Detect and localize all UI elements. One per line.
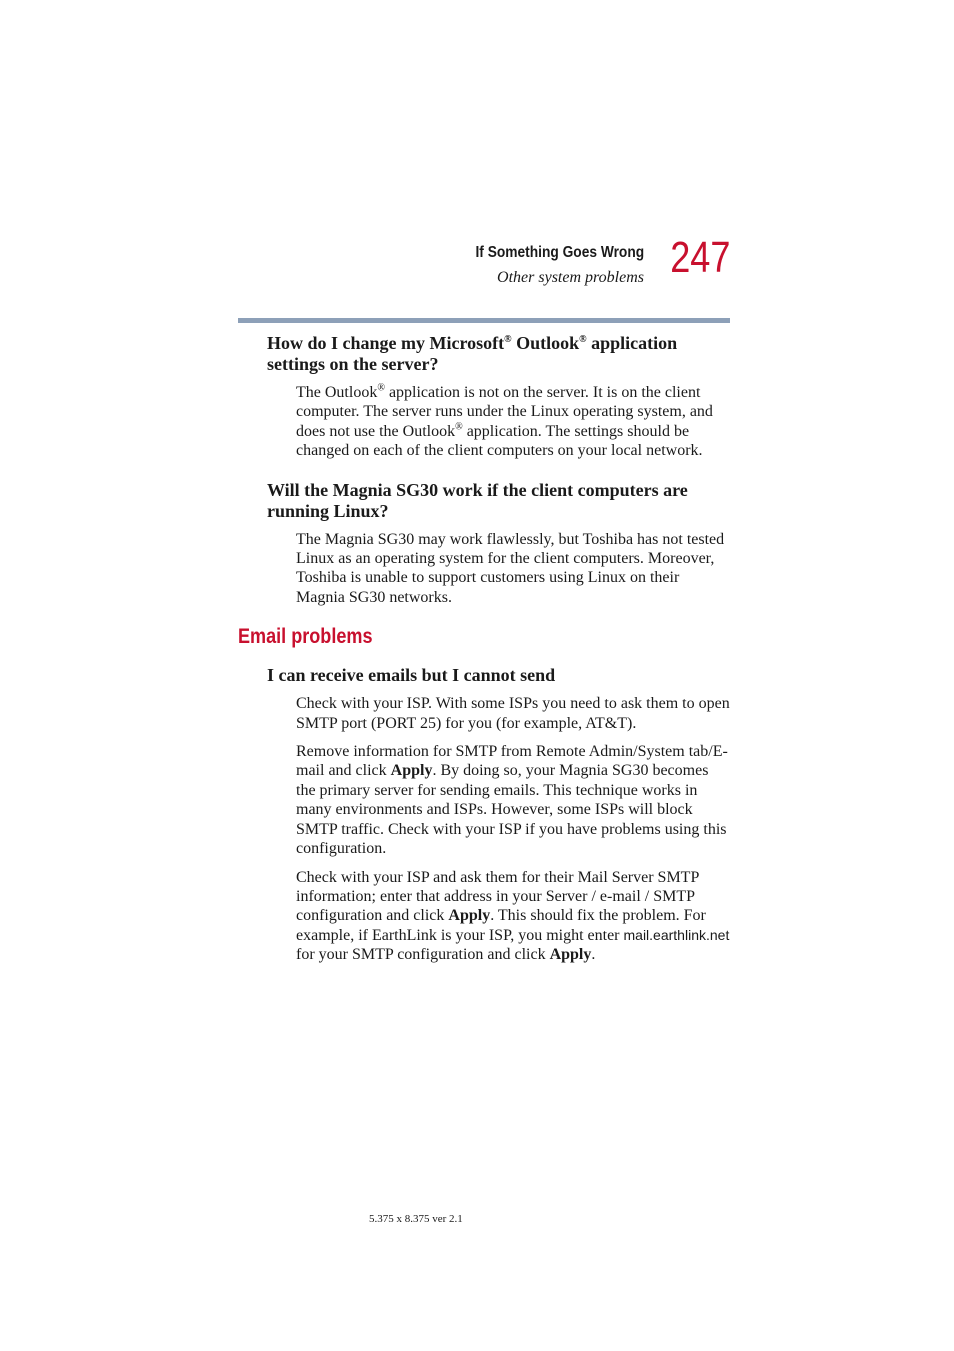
section-subtitle: Other system problems xyxy=(497,269,644,286)
page-footer: 5.375 x 8.375 ver 2.1 xyxy=(369,1213,463,1225)
answer-outlook: The Outlook® application is not on the server. It is on the client computer. The server runs under the Linux operating system, and does not use the Outlook® application. The settings should be changed on each of the client computers on your local network. xyxy=(296,382,713,460)
answer-linux: The Magnia SG30 may work flawlessly, but Toshiba has not tested Linux as an operating system for the client computers. Moreover, Toshiba is unable to support customers using Linux on their Magnia SG30 networks. xyxy=(296,530,725,606)
paragraph-mail-server: Check with your ISP and ask them for their Mail Server SMTP information; enter that address in your Server / e-mail / SMTP configuration and click Apply. This should fix the problem. For example, if EarthLink is your ISP, you might enter mail.earthlink.net for your SMTP configuration and click Apply. xyxy=(296,868,730,964)
email-problems-heading: Email problems xyxy=(238,625,373,649)
header-rule xyxy=(238,318,730,323)
paragraph-remove-smtp: Remove information for SMTP from Remote Admin/System tab/E-mail and click Apply. By doing so, your Magnia SG30 becomes the primary server for sending emails. This technique works in many environments and ISPs. However, some ISPs will block SMTP traffic. Check with your ISP if you have problems using this configuration. xyxy=(296,743,728,858)
chapter-title: If Something Goes Wrong xyxy=(475,244,644,261)
question-outlook: How do I change my Microsoft® Outlook® application settings on the server? xyxy=(267,333,678,374)
question-linux: Will the Magnia SG30 work if the client computers are running Linux? xyxy=(267,479,688,521)
page-number: 247 xyxy=(669,233,730,282)
page-content xyxy=(238,333,730,974)
paragraph-isp-port: Check with your ISP. With some ISPs you need to ask them to open SMTP port (PORT 25) for you (for example, AT&T). xyxy=(296,695,730,732)
question-cannot-send: I can receive emails but I cannot send xyxy=(267,665,556,686)
page-header xyxy=(238,233,730,294)
